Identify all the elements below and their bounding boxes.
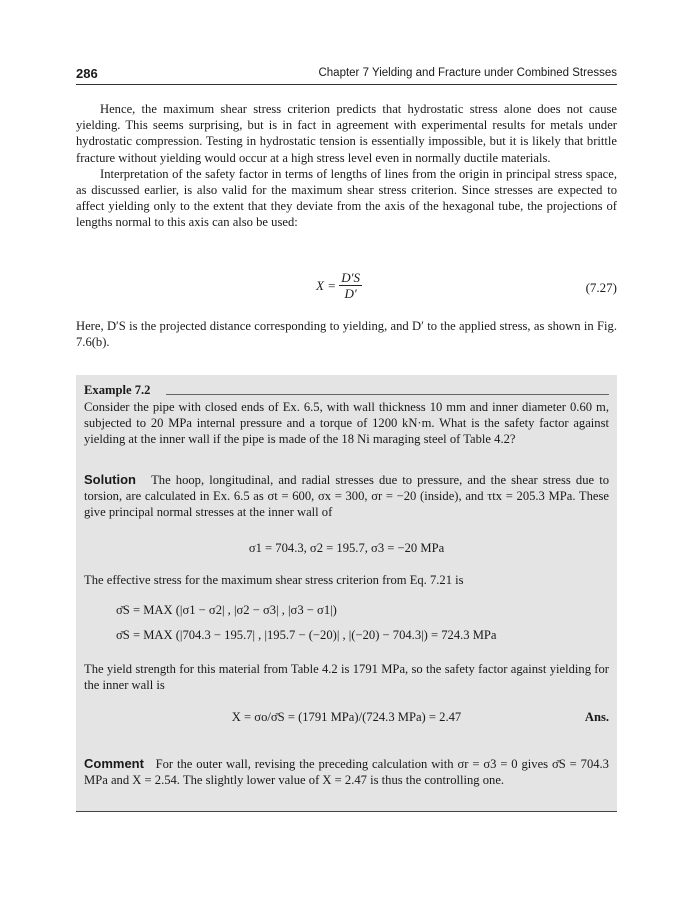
equation-number: (7.27) [585, 280, 617, 295]
yield-text: The yield strength for this material from Table 4.2 is 1791 MPa, so the safety factor against yielding for the inner wall is [84, 662, 609, 693]
paragraph-definition: Here, D′S is the projected distance corresponding to yielding, and D′ to the applied stress, as shown in Fig. 7.6(b). [76, 319, 617, 350]
equation-7-27 [76, 267, 617, 307]
equation-lhs: X = [316, 278, 336, 293]
result-equation: X = σo/σ̄S = (1791 MPa)/(724.3 MPa) = 2.47 [231, 710, 462, 724]
effective-intro: The effective stress for the maximum shear stress criterion from Eq. 7.21 is [84, 573, 464, 587]
solution-text: The hoop, longitudinal, and radial stresses due to pressure, and the shear stress due to torsion, are calculated in Ex. 6.5 as σt = 600, σx = 300, σr = −20 (inside), and τtx = 205.3 MPa. These give principal normal stresses at the inner wall of [84, 473, 610, 520]
example-box [76, 375, 617, 812]
fraction [339, 271, 362, 301]
page-number: 286 [76, 66, 98, 81]
fraction-denominator: D′ [344, 286, 357, 301]
effective-stress-line-1: σ̄S = MAX (|σ1 − σ2| , |σ2 − σ3| , |σ3 − σ1|) [116, 603, 337, 617]
intro-text [76, 101, 617, 231]
answer-label: Ans. [584, 710, 609, 724]
solution-label: Solution [84, 472, 136, 487]
comment-text: For the outer wall, revising the preceding calculation with σr = σ3 = 0 gives σ̄S = 704.3 MPa and X = 2.54. The slightly lower value of X = 2.47 is thus the controlling one. [84, 757, 609, 788]
paragraph-interpretation: Interpretation of the safety factor in terms of lengths of lines from the origin in principal stress space, as discussed earlier, is also valid for the maximum shear stress criterion. Since stresses are expected to affect yielding only to the extent that they deviate from the axis of the hexagonal tube, the projections of lengths normal to this axis can also be used: [76, 166, 617, 230]
fraction-numerator: D′S [341, 270, 360, 285]
comment-label: Comment [84, 756, 144, 771]
comment-block [84, 756, 609, 788]
effective-stress-line-2: σ̄S = MAX (|704.3 − 195.7| , |195.7 − (−20)| , |(−20) − 704.3|) = 724.3 MPa [116, 628, 497, 642]
chapter-title: Chapter 7 Yielding and Fracture under Combined Stresses [318, 67, 617, 79]
running-header [76, 66, 617, 85]
principal-stresses: σ1 = 704.3, σ2 = 195.7, σ3 = −20 MPa [248, 541, 445, 555]
example-header [84, 382, 609, 398]
example-statement: Consider the pipe with closed ends of Ex. 6.5, with wall thickness 10 mm and inner diameter 0.60 m, subjected to 20 MPa internal pressure and a torque of 1200 kN·m. What is the safety factor against yielding at the inner wall if the pipe is made of the 18 Ni maraging steel of Table 4.2? [84, 400, 609, 447]
example-title: Example 7.2 [84, 383, 151, 397]
paragraph-hydrostatic: Hence, the maximum shear stress criterion predicts that hydrostatic stress alone does not cause yielding. This seems surprising, but is in fact in agreement with experimental results for metals under hydrostatic compression. Testing in hydrostatic tension is essentially impossible, but it is likely that brittle fracture without yielding would occur at a high stress level even in normally ductile materials. [76, 102, 617, 165]
solution-block [84, 472, 609, 521]
example-title-rule [166, 394, 609, 395]
after-equation-text [76, 318, 617, 350]
